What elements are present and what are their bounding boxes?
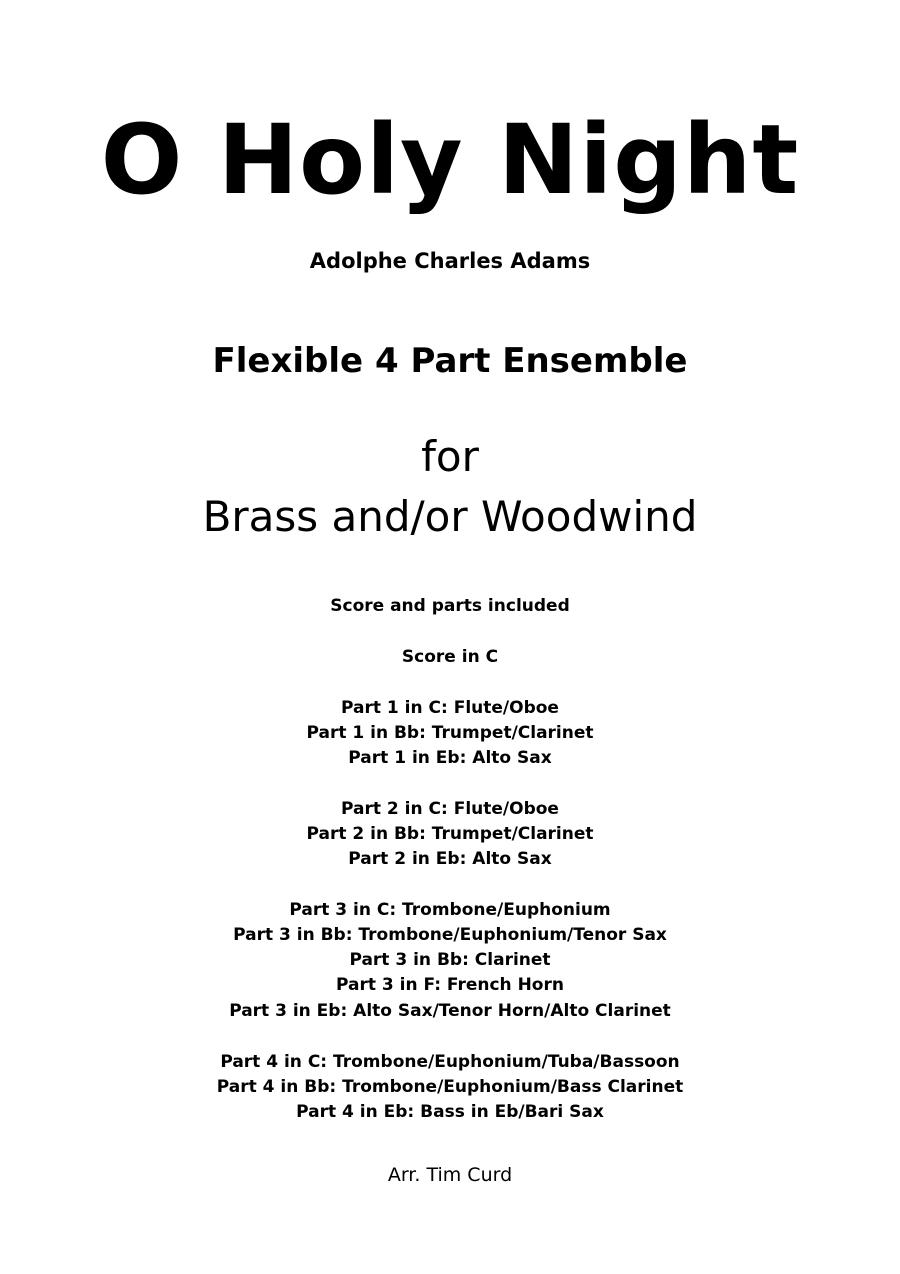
part-line: Part 3 in F: French Horn: [336, 975, 564, 995]
part-line: Part 3 in Eb: Alto Sax/Tenor Horn/Alto Clarinet: [229, 1001, 671, 1021]
part-line: Part 4 in Bb: Trombone/Euphonium/Bass Clarinet: [216, 1077, 684, 1097]
composer-name: Adolphe Charles Adams: [309, 249, 591, 273]
part-line: Part 3 in Bb: Trombone/Euphonium/Tenor Sax: [233, 925, 667, 945]
part-line: Part 2 in Bb: Trumpet/Clarinet: [306, 824, 594, 844]
part-line: Part 4 in C: Trombone/Euphonium/Tuba/Bassoon: [220, 1052, 680, 1072]
part-line: Part 1 in Bb: Trumpet/Clarinet: [306, 723, 594, 743]
part-line: Part 2 in Eb: Alto Sax: [348, 849, 552, 869]
part-line: Part 2 in C: Flute/Oboe: [341, 799, 559, 819]
part-line: Part 1 in C: Flute/Oboe: [341, 698, 559, 718]
ensemble-heading: Flexible 4 Part Ensemble: [212, 341, 688, 381]
page-title: O Holy Night: [100, 104, 800, 216]
part-line: Part 3 in C: Trombone/Euphonium: [289, 900, 611, 920]
instrumentation-heading: Brass and/or Woodwind: [202, 492, 698, 541]
score-parts-note: Score and parts included: [330, 596, 570, 616]
for-label: for: [421, 432, 479, 481]
score-key: Score in C: [401, 647, 499, 667]
part-line: Part 4 in Eb: Bass in Eb/Bari Sax: [296, 1102, 604, 1122]
part-line: Part 3 in Bb: Clarinet: [349, 950, 551, 970]
arranger-credit: Arr. Tim Curd: [387, 1164, 513, 1186]
part-line: Part 1 in Eb: Alto Sax: [348, 748, 552, 768]
